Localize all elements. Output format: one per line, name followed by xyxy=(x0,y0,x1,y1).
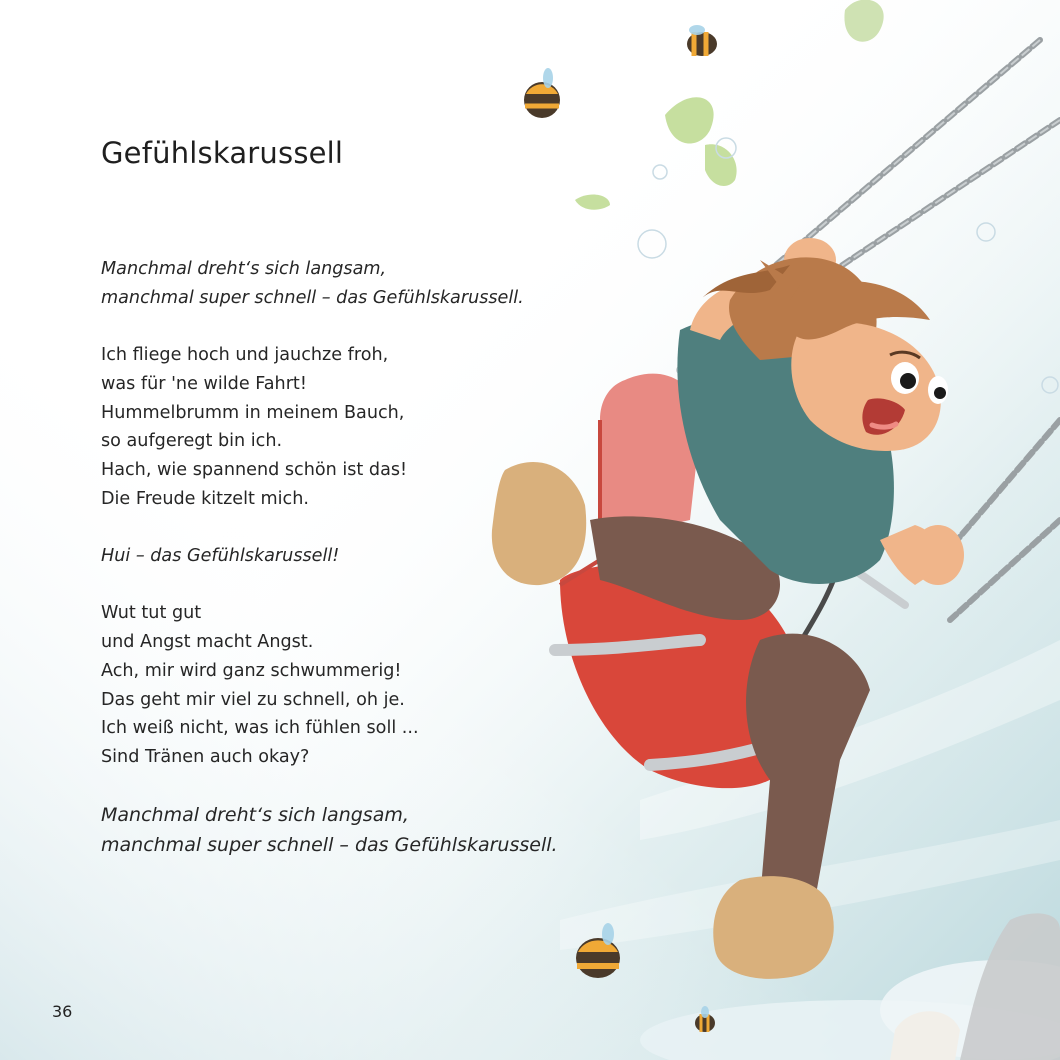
poem-line: Ich fliege hoch und jauchze froh, xyxy=(101,345,389,366)
poem-line: Ich weiß nicht, was ich fühlen soll ... xyxy=(101,718,419,739)
poem-line: und Angst macht Angst. xyxy=(101,632,314,653)
poem-line: Ach, mir wird ganz schwummerig! xyxy=(101,660,402,681)
poem-line: manchmal super schnell – das Gefühlskarussell. xyxy=(101,834,558,857)
poem-line: so aufgeregt bin ich. xyxy=(101,431,283,452)
poem-stanza xyxy=(101,599,621,771)
page-title: Gefühlskarussell xyxy=(101,136,344,170)
poem-line: Hach, wie spannend schön ist das! xyxy=(101,459,408,480)
leaf-icon xyxy=(575,0,884,210)
poem-line: Hummelbrumm in meinem Bauch, xyxy=(101,402,405,423)
poem-line: manchmal super schnell – das Gefühlskarussell. xyxy=(101,287,524,308)
poem-stanza xyxy=(101,542,621,571)
poem-stanza xyxy=(101,341,621,513)
poem-stanza xyxy=(101,255,621,312)
poem-line: Sind Tränen auch okay? xyxy=(101,746,310,767)
poem-line: Hui – das Gefühlskarussell! xyxy=(101,546,340,566)
poem-text xyxy=(101,255,621,889)
poem-line: Manchmal dreht‘s sich langsam, xyxy=(101,804,409,827)
poem-line: Wut tut gut xyxy=(101,603,202,624)
poem-line: Das geht mir viel zu schnell, oh je. xyxy=(101,689,405,710)
poem-line: Manchmal dreht‘s sich langsam, xyxy=(101,259,387,279)
poem-stanza xyxy=(101,800,621,860)
poem-line: Die Freude kitzelt mich. xyxy=(101,488,309,509)
poem-line: was für 'ne wilde Fahrt! xyxy=(101,373,307,394)
page-number: 36 xyxy=(52,1002,73,1021)
